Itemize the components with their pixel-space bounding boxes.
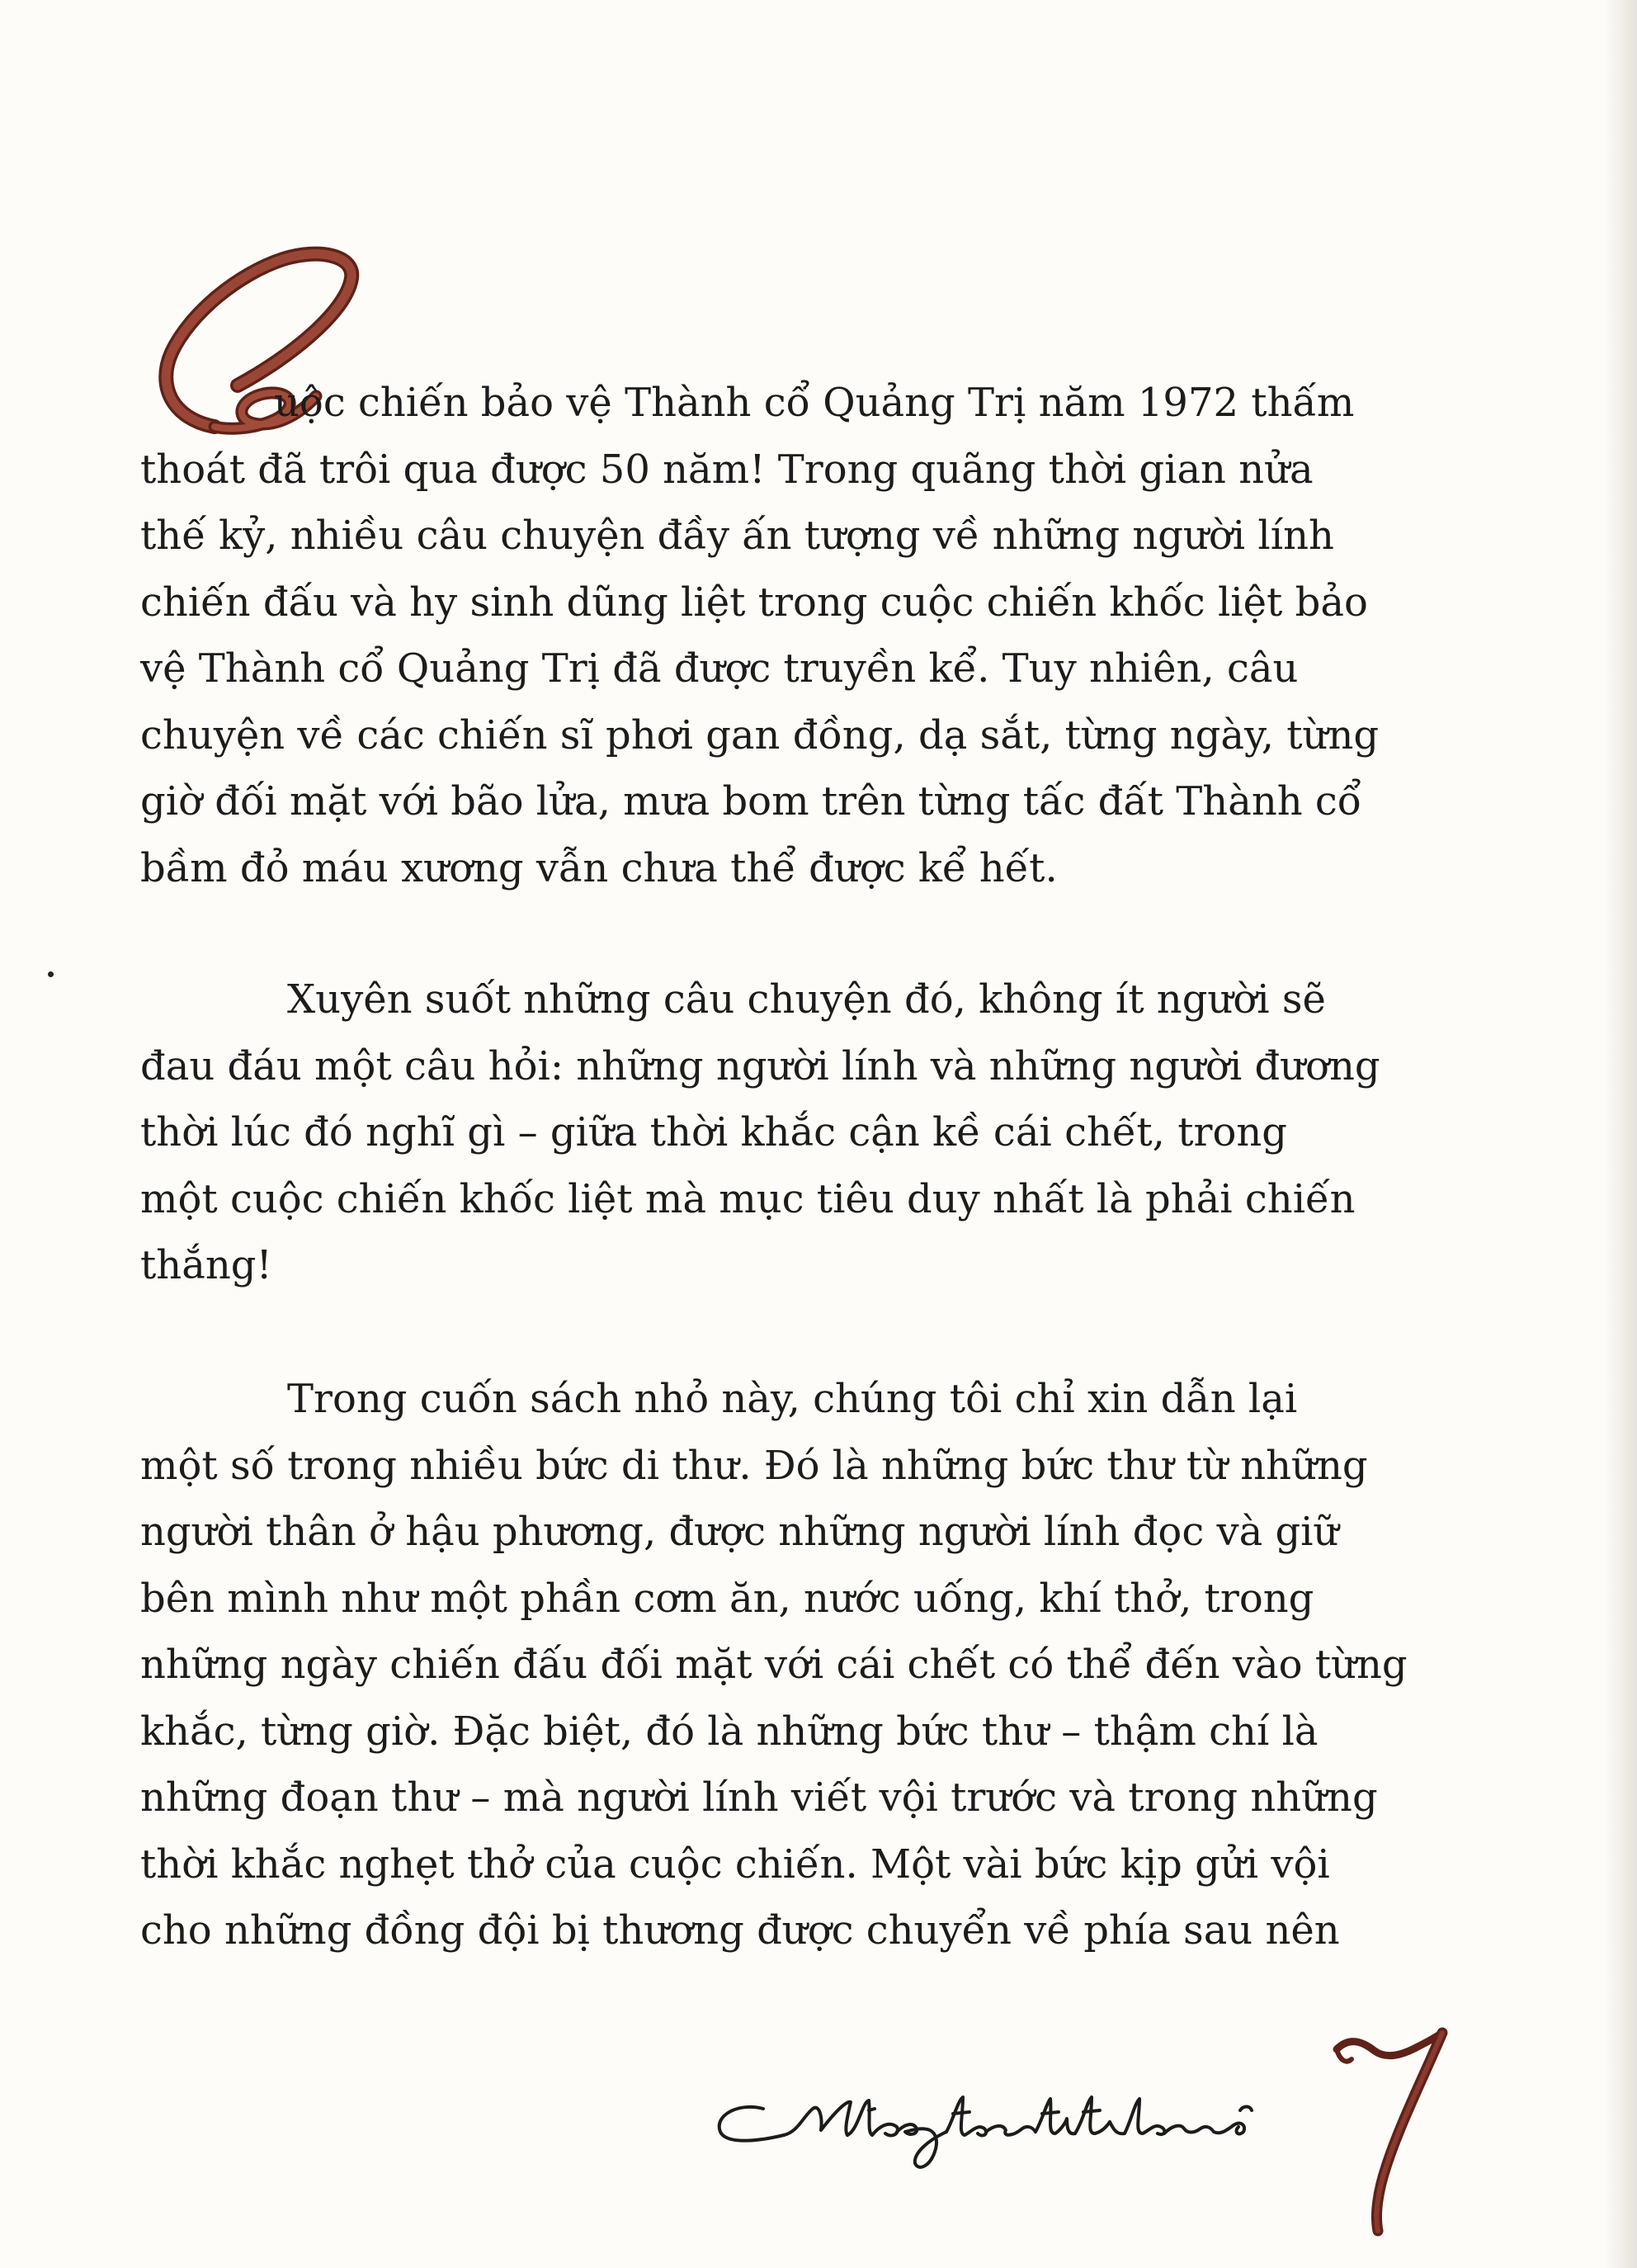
- text-line: vệ Thành cổ Quảng Trị đã được truyền kể. Tuy nhiên, câu: [140, 645, 1299, 692]
- paragraph-2: [140, 966, 1380, 1299]
- text-line: người thân ở hậu phương, được những người lính đọc và giữ: [140, 1509, 1339, 1555]
- text-line: uộc chiến bảo vệ Thành cổ Quảng Trị năm 1972 thấm: [274, 380, 1355, 426]
- paragraph-1: [140, 370, 1380, 901]
- text-line: bên mình như một phần cơm ăn, nước uống, khí thở, trong: [140, 1575, 1314, 1622]
- text-line: thắng!: [140, 1242, 272, 1288]
- text-line: Trong cuốn sách nhỏ này, chúng tôi chỉ xin dẫn lại: [287, 1376, 1298, 1422]
- text-line: Xuyên suốt những câu chuyện đó, không ít người sẽ: [287, 976, 1326, 1023]
- running-title-script: [705, 2051, 1300, 2191]
- text-line: chuyện về các chiến sĩ phơi gan đồng, dạ sắt, từng ngày, từng: [140, 711, 1380, 758]
- text-line: đau đáu một câu hỏi: những người lính và những người đương: [140, 1042, 1380, 1089]
- text-line: khắc, từng giờ. Đặc biệt, đó là những bức thư – thậm chí là: [140, 1708, 1319, 1755]
- page-edge-shadow: [1604, 0, 1637, 2268]
- text-line: giờ đối mặt với bão lửa, mưa bom trên từng tấc đất Thành cổ: [140, 778, 1362, 825]
- text-line: những ngày chiến đấu đối mặt với cái chết có thể đến vào từng: [140, 1642, 1408, 1688]
- text-line: những đoạn thư – mà người lính viết vội trước và trong những: [140, 1774, 1378, 1821]
- text-line: chiến đấu và hy sinh dũng liệt trong cuộc chiến khốc liệt bảo: [140, 579, 1368, 626]
- paragraph-3: [140, 1366, 1408, 1964]
- text-line: cho những đồng đội bị thương được chuyển về phía sau nên: [140, 1907, 1340, 1954]
- margin-speck: [48, 971, 54, 977]
- text-line: thời khắc nghẹt thở của cuộc chiến. Một vài bức kịp gửi vội: [140, 1840, 1330, 1888]
- text-line: một cuộc chiến khốc liệt mà mục tiêu duy nhất là phải chiến: [140, 1175, 1356, 1222]
- page-number-script: [1327, 2026, 1459, 2241]
- text-line: thoát đã trôi qua được 50 năm! Trong quãng thời gian nửa: [140, 446, 1314, 493]
- text-line: thế kỷ, nhiều câu chuyện đầy ấn tượng về những người lính: [140, 513, 1334, 559]
- text-line: thời lúc đó nghĩ gì – giữa thời khắc cận kề cái chết, trong: [140, 1109, 1287, 1155]
- text-line: bầm đỏ máu xương vẫn chưa thể được kể hết.: [140, 844, 1058, 891]
- text-line: một số trong nhiều bức di thư. Đó là những bức thư từ những: [140, 1442, 1368, 1489]
